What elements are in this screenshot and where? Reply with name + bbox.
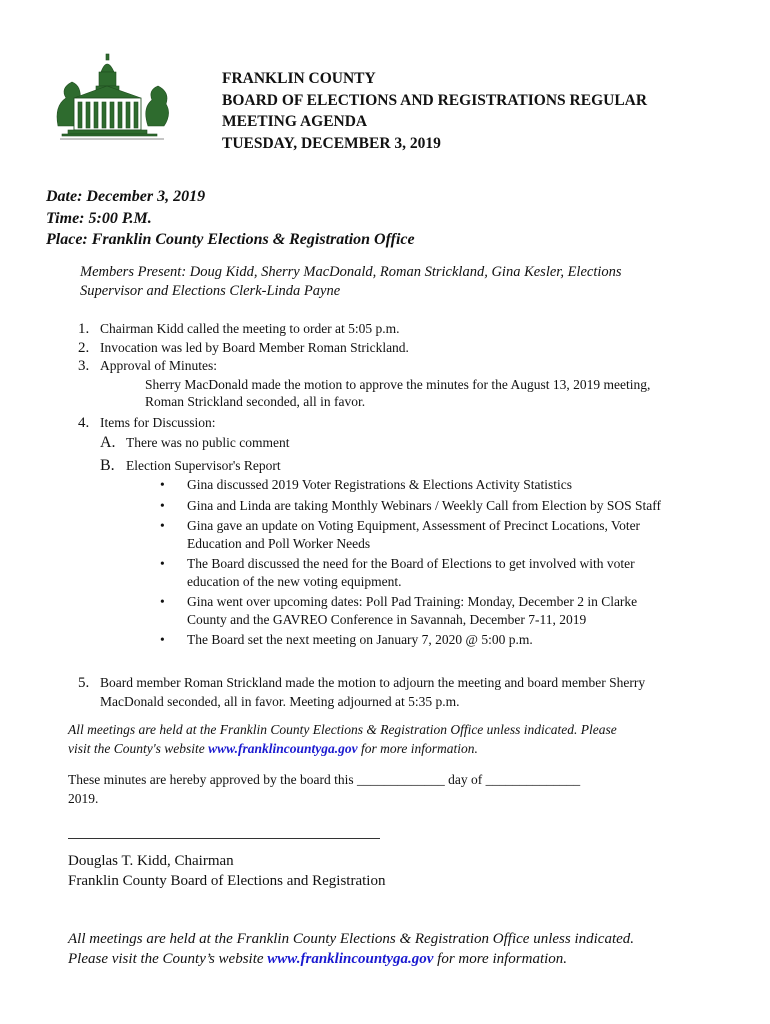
note-text: visit the County's website	[68, 740, 209, 756]
bullet-item	[160, 517, 738, 552]
note-line-1: All meetings are held at the Franklin County Elections & Registration Office unless indicated. Please	[68, 722, 617, 737]
bullet-item	[160, 476, 738, 494]
item-number: 5.	[78, 675, 90, 691]
header-date: TUESDAY, DECEMBER 3, 2019	[222, 134, 441, 152]
header-board: BOARD OF ELECTIONS AND REGISTRATIONS REGULAR	[222, 91, 648, 109]
courthouse-icon	[52, 46, 172, 146]
agenda-item-3	[78, 357, 738, 376]
item-number: 4.	[78, 414, 90, 431]
bullet-icon: •	[160, 594, 165, 609]
signer-name: Douglas T. Kidd, Chairman	[68, 853, 234, 869]
approval-line-1: These minutes are hereby approved by the board this _____________ day of ______________	[68, 772, 581, 787]
approval-line-2: 2019.	[68, 790, 99, 806]
bullet-text: The Board set the next meeting on January 7, 2020 @ 5:00 p.m.	[187, 632, 533, 647]
bullet-icon: •	[160, 556, 165, 571]
sub-item-b	[78, 457, 738, 475]
meeting-meta	[46, 186, 415, 251]
agenda-items	[78, 320, 738, 652]
bullet-text: Gina discussed 2019 Voter Registrations & Elections Activity Statistics	[187, 477, 572, 492]
meeting-time: Time: 5:00 P.M.	[46, 209, 152, 227]
agenda-item-1	[78, 320, 738, 339]
sub-item-label: B.	[100, 456, 115, 474]
bullet-icon: •	[160, 518, 165, 533]
bullet-icon: •	[160, 632, 165, 647]
members-line-1: Members Present: Doug Kidd, Sherry MacDonald, Roman Strickland, Gina Kesler, Elections	[80, 264, 622, 280]
item-text: Board member Roman Strickland made the motion to adjourn the meeting and board member Sherry	[100, 675, 646, 690]
minutes-line-2: Roman Strickland seconded, all in favor.	[145, 394, 366, 409]
sub-item-label: A.	[100, 434, 116, 451]
note-line-2	[68, 949, 748, 969]
agenda-item-5	[78, 674, 738, 710]
item-text: Items for Discussion:	[100, 414, 216, 430]
bullet-item	[160, 593, 738, 628]
bullet-text: Gina and Linda are taking Monthly Webinars / Weekly Call from Election by SOS Staff	[187, 497, 661, 513]
minutes-line-1: Sherry MacDonald made the motion to approve the minutes for the August 13, 2019 meeting,	[145, 376, 651, 392]
agenda-item-4	[78, 414, 738, 433]
note-text: for more information.	[433, 951, 568, 967]
header-county: FRANKLIN COUNTY	[222, 70, 376, 87]
bullet-text: Education and Poll Worker Needs	[187, 535, 371, 551]
item-number: 3.	[78, 358, 90, 374]
bullet-item	[160, 555, 738, 590]
sub-item-text: There was no public comment	[126, 435, 290, 450]
members-line-2: Supervisor and Elections Clerk-Linda Payne	[80, 283, 341, 299]
item-text-continued: MacDonald seconded, all in favor. Meeting adjourned at 5:35 p.m.	[100, 693, 460, 709]
bullet-text: County and the GAVREO Conference in Savannah, December 7-11, 2019	[187, 611, 587, 627]
signer-title: Franklin County Board of Elections and Registration	[68, 872, 386, 889]
meetings-note	[68, 721, 728, 758]
header-agenda: MEETING AGENDA	[222, 113, 368, 130]
note-line-1: All meetings are held at the Franklin County Elections & Registration Office unless indicated.	[68, 931, 635, 947]
sub-item-text: Election Supervisor's Report	[126, 457, 281, 473]
bullet-text: Gina went over upcoming dates: Poll Pad Training: Monday, December 2 in Clarke	[187, 594, 638, 609]
agenda-item-2	[78, 339, 738, 358]
item-number: 1.	[78, 321, 90, 337]
approval-statement	[68, 771, 728, 808]
item-text: Chairman Kidd called the meeting to order at 5:05 p.m.	[100, 321, 400, 336]
bullet-icon: •	[160, 497, 165, 513]
minutes-approval-detail	[78, 376, 738, 411]
document-header	[222, 68, 647, 154]
signature-line	[68, 838, 380, 839]
note-text: Please visit the County’s website	[68, 951, 268, 967]
meeting-date: Date: December 3, 2019	[46, 188, 206, 205]
item-text: Approval of Minutes:	[100, 358, 217, 373]
report-bullets	[78, 476, 738, 649]
sub-item-a	[78, 434, 738, 452]
item-number: 2.	[78, 339, 90, 356]
county-website-link[interactable]: www.franklincountyga.gov	[267, 951, 434, 967]
bullet-text: The Board discussed the need for the Board of Elections to get involved with voter	[187, 556, 635, 571]
item-text: Invocation was led by Board Member Roman Strickland.	[100, 339, 409, 355]
signature-block	[68, 852, 385, 891]
bullet-text: education of the new voting equipment.	[187, 573, 402, 589]
bullet-icon: •	[160, 477, 165, 492]
note-text: for more information.	[357, 740, 478, 756]
members-present	[80, 263, 730, 301]
courthouse-logo	[52, 46, 172, 146]
meeting-place: Place: Franklin County Elections & Registration Office	[46, 231, 415, 248]
note-line-2	[68, 740, 728, 759]
county-website-link[interactable]: www.franklincountyga.gov	[208, 740, 358, 756]
bullet-item	[160, 497, 738, 515]
meetings-note-footer	[68, 929, 748, 969]
bullet-item	[160, 631, 738, 649]
bullet-text: Gina gave an update on Voting Equipment, Assessment of Precinct Locations, Voter	[187, 518, 641, 533]
